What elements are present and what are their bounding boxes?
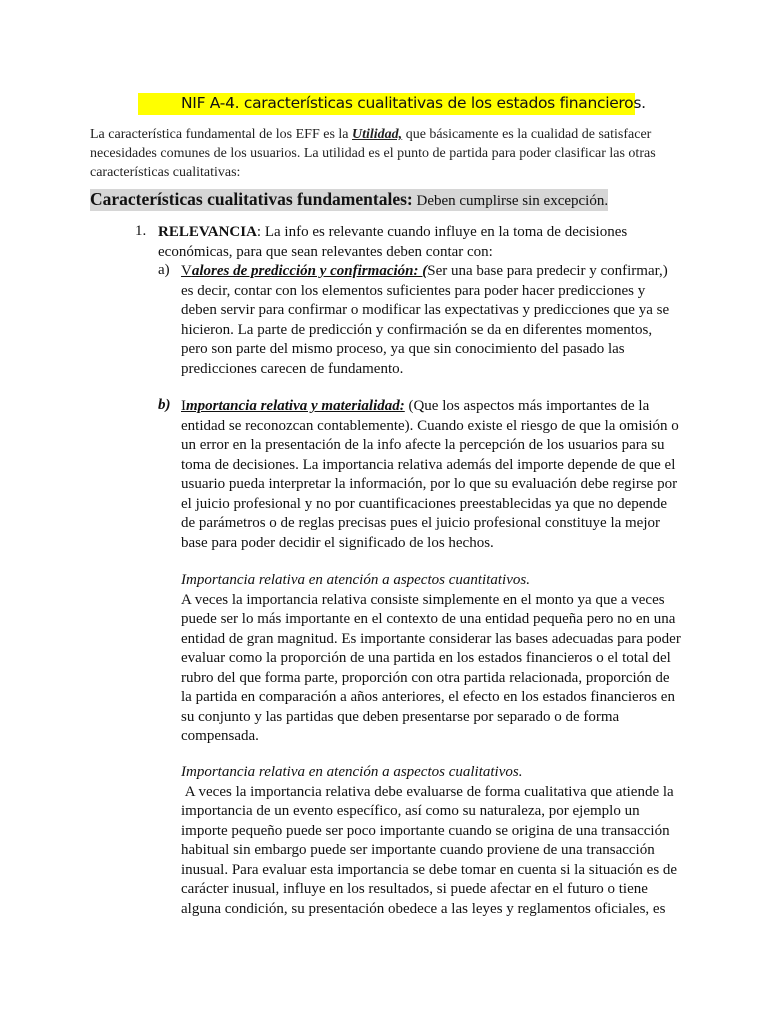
section-heading xyxy=(90,189,608,211)
section-heading-colon: : xyxy=(406,189,413,209)
section-heading-title: Características cualitativas fundamentales xyxy=(90,189,407,209)
relevancia-term: RELEVANCIA xyxy=(158,224,257,240)
list-number-1: 1. xyxy=(135,223,147,239)
sub-b-term: mportancia relativa y materialidad: xyxy=(186,398,405,414)
sub-item-a-marker: a) xyxy=(158,262,170,278)
qualitative-heading: Importancia relativa en atención a aspectos cualitativos. xyxy=(181,764,523,780)
sub-a-first-letter: V xyxy=(181,263,192,279)
sub-a-text: Ser una base para predecir y confirmar,) es decir, contar con los elementos suficientes para poder hacer predicciones y deben servir para confirmar o modificar las expectativas y predicciones que ya se hicieron. La parte de predicción y confirmación se da en diferentes momentos, pero son parte del mismo proceso, ya que sin conocimiento del pasado las predicciones carecen de fundamento. xyxy=(181,263,670,377)
intro-utilidad-term: Utilidad, xyxy=(352,127,403,142)
page-title: NIF A-4. características cualitativas de los estados financieros. xyxy=(181,94,646,112)
sub-b-text: (Que los aspectos más importantes de la entidad se reconozcan contablemente). Cuando existe el riesgo de que la omisión o un error en la presentación de la info afecte la percepción de los usuarios para su toma de decisiones. La importancia relativa además del importe depende de que el usuario pueda interpretar la información, por lo que su evaluación debe regirse por el juicio profesional y no por cuantificaciones preestablecidas ya que no depende de parámetros o de reglas precisas pues el juicio profesional constituye la mejor base para poder decidir el significado de los hechos. xyxy=(181,398,679,551)
qualitative-section xyxy=(181,763,681,919)
list-item-relevancia xyxy=(158,223,678,262)
sub-item-b-marker: b) xyxy=(158,397,171,413)
intro-text-before: La característica fundamental de los EFF es la xyxy=(90,127,353,142)
intro-text-after: que básicamente es la cualidad de satisfacer necesidades comunes de los usuarios. La utilidad es el punto de partida para poder clasificar las otras características cualitativas: xyxy=(90,127,656,180)
sub-item-b xyxy=(181,397,681,553)
sub-item-a xyxy=(181,262,681,379)
relevancia-text: : La info es relevante cuando influye en la toma de decisiones económicas, para que sean relevantes deben contar con: xyxy=(158,224,628,260)
sub-b-first-letter: I xyxy=(181,398,186,414)
quantitative-text: A veces la importancia relativa consiste simplemente en el monto ya que a veces puede ser lo más importante en el contexto de una entidad pequeña pero no en una entidad de gran magnitud. Es importante considerar las bases adecuadas para poder evaluar como la proporción de una partida en los estados financieros o el total del rubro del que forma parte, proporción con otra partida relacionada, proporción de la partida en comparación a años anteriores, el efecto en los estados financieros en su conjunto y las partidas que deben presentarse por separado o de forma compensada. xyxy=(181,591,681,744)
qualitative-text: A veces la importancia relativa debe evaluarse de forma cualitativa que atiende la importancia de un evento específico, así como su naturaleza, por ejemplo un importe pequeño puede ser poco importante cuando se origina de una transacción habitual sin embargo puede ser importante cuando proviene de una transacción inusual. Para evaluar esta importancia se debe tomar en cuenta si la situación es de carácter inusual, influye en los resultados, si puede afectar en el futuro o tiene alguna condición, su presentación obedece a las leyes y reglamentos oficiales, es xyxy=(181,783,681,917)
section-heading-note: Deben cumplirse sin excepción. xyxy=(412,193,609,209)
quantitative-heading: Importancia relativa en atención a aspectos cuantitativos. xyxy=(181,572,530,588)
intro-paragraph xyxy=(90,125,690,182)
quantitative-section xyxy=(181,571,681,747)
sub-a-term: alores de predicción y confirmación: ( xyxy=(191,263,428,279)
